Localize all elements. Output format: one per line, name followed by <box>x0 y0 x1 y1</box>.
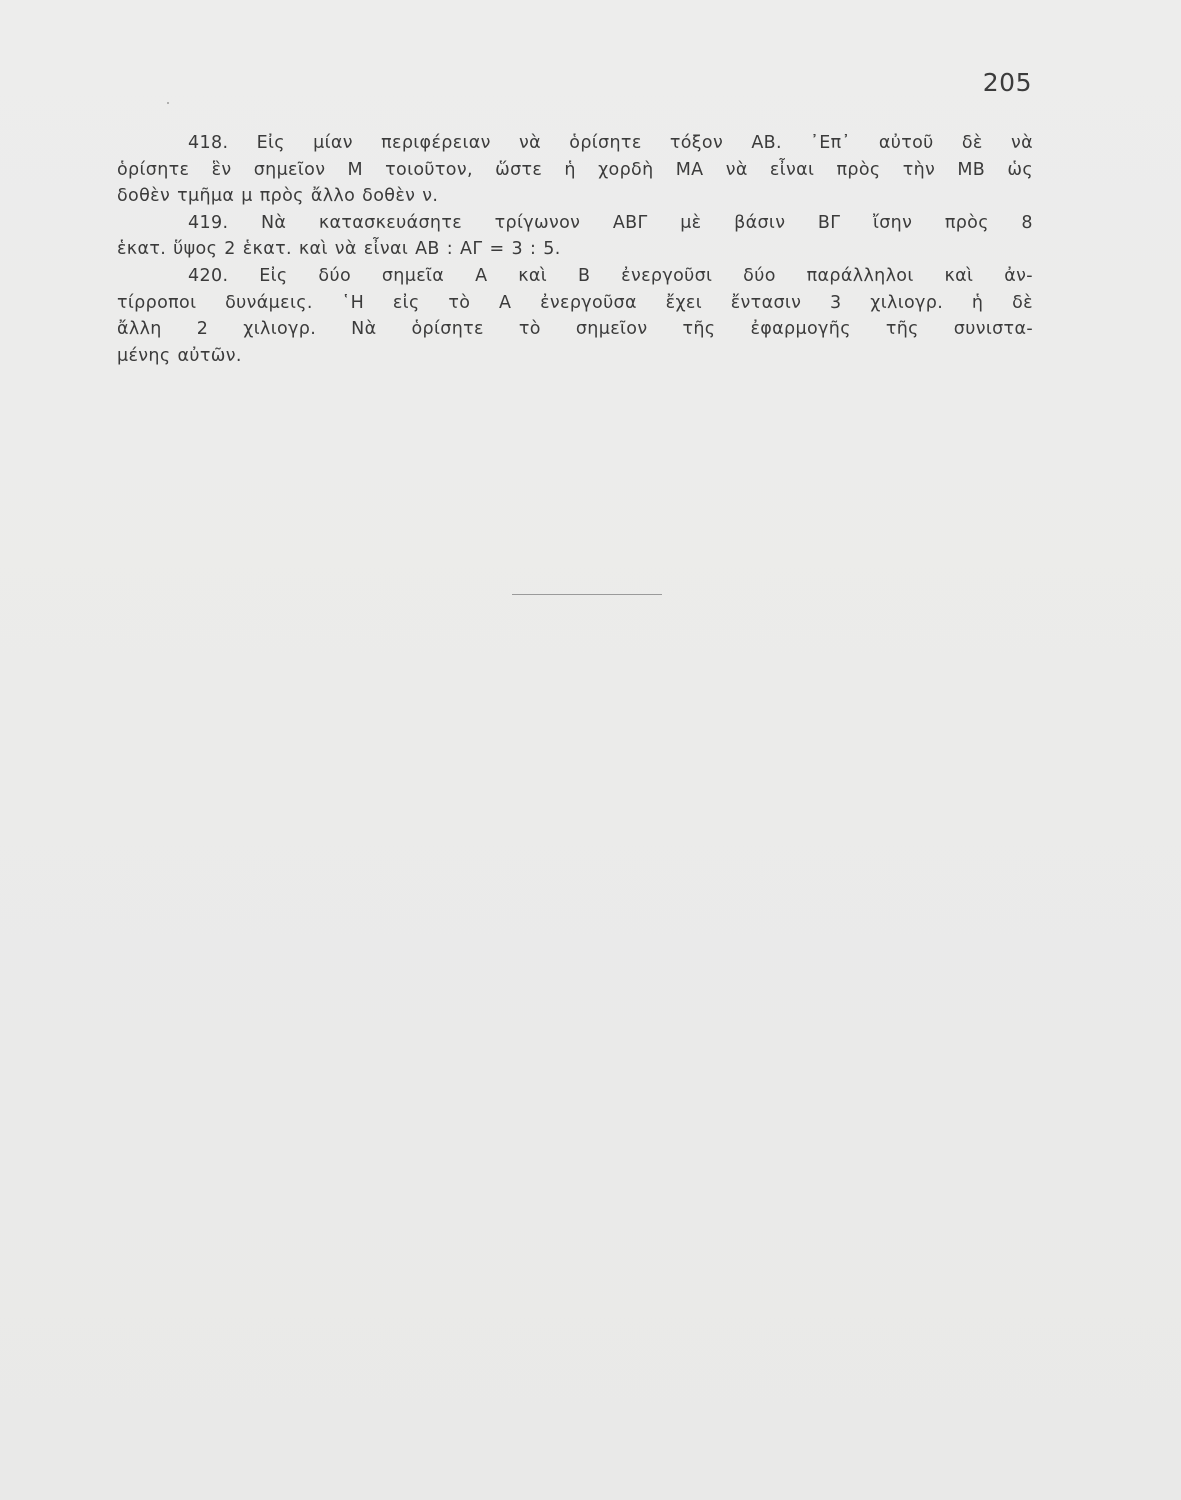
word: ἑκατ. <box>117 239 167 260</box>
word: Β <box>577 265 591 286</box>
word: ἑκατ. <box>242 239 292 260</box>
word: τμῆμα <box>177 186 235 207</box>
text-line <box>117 157 1033 184</box>
word: Νὰ <box>260 212 287 233</box>
word: τὴν <box>902 159 936 180</box>
word: σημεῖον <box>253 159 326 180</box>
word: τίρροποι <box>117 292 197 313</box>
word: δύο <box>743 265 776 286</box>
word: αὐτῶν. <box>177 345 242 366</box>
word: ΒΓ <box>817 212 841 233</box>
word: νὰ <box>334 239 357 260</box>
word: τὸ <box>518 319 541 340</box>
word: ΜΑ <box>675 159 704 180</box>
word: ὁρίσητε <box>411 319 484 340</box>
word: τρίγωνον <box>494 212 581 233</box>
word: κατασκευάσητε <box>318 212 463 233</box>
text-line <box>117 130 1033 157</box>
text-line <box>117 236 1033 263</box>
word: 418. <box>188 133 229 153</box>
word: Μ <box>347 159 363 180</box>
word: νὰ <box>725 159 748 180</box>
word: ὁρίσητε <box>569 133 642 153</box>
word: δοθὲν <box>362 186 416 207</box>
word: 5. <box>543 239 561 260</box>
word: ὡς <box>1007 159 1033 180</box>
word: 419. <box>188 212 229 233</box>
word: νὰ <box>519 133 542 153</box>
text-line <box>117 316 1033 343</box>
word: σημεῖα <box>381 265 445 286</box>
word: τῆς <box>682 319 716 340</box>
word: ΑΒΓ <box>612 212 648 233</box>
word: ἐνεργοῦσι <box>621 265 713 286</box>
word: εἶναι <box>769 159 815 180</box>
word: ὕψος <box>173 239 218 260</box>
word: 420. <box>188 265 229 286</box>
word: συνιστα- <box>953 319 1033 340</box>
word: 3 <box>511 239 523 260</box>
word: ἔντασιν <box>730 292 802 313</box>
word: 8 <box>1021 212 1033 233</box>
word: ν. <box>422 186 439 207</box>
word: μίαν <box>313 133 353 153</box>
word: ἄλλο <box>310 186 356 207</box>
word: τόξον <box>669 133 724 153</box>
word: σημεῖον <box>575 319 648 340</box>
word: δύο <box>318 265 351 286</box>
word: ἐνεργοῦσα <box>540 292 637 313</box>
word: ΑΒ. <box>751 133 782 153</box>
text-line <box>117 183 1033 210</box>
word: πρὸς <box>944 212 989 233</box>
word: ᾿Επ᾿ <box>810 133 851 153</box>
section-end-rule <box>512 594 662 595</box>
word: παράλληλοι <box>806 265 914 286</box>
word: Νὰ <box>351 319 377 340</box>
word: ῾Η <box>341 292 365 313</box>
word: Εἰς <box>256 133 285 153</box>
word: = <box>489 239 505 260</box>
word: εἶναι <box>363 239 409 260</box>
text-line <box>117 210 1033 237</box>
word: ἐφαρμογῆς <box>750 319 851 340</box>
word: : <box>446 239 454 260</box>
word: τῆς <box>885 319 919 340</box>
word: τοιοῦτον, <box>385 159 473 180</box>
word: χιλιογρ. <box>243 319 317 340</box>
word: 2 <box>224 239 236 260</box>
word: δὲ <box>961 133 983 153</box>
word: ἀν- <box>1004 265 1033 286</box>
word: δυνάμεις. <box>225 292 313 313</box>
word: Εἰς <box>259 265 288 286</box>
word: χορδὴ <box>598 159 654 180</box>
word: ΑΓ <box>460 239 483 260</box>
word: μ <box>241 186 253 207</box>
word: ὁρίσητε <box>117 159 190 180</box>
word: δὲ <box>1012 292 1033 313</box>
word: καὶ <box>518 265 548 286</box>
word: πρὸς <box>259 186 304 207</box>
word: περιφέρειαν <box>381 133 491 153</box>
word: ἡ <box>971 292 984 313</box>
word: μένης <box>117 345 171 366</box>
word: 3 <box>830 292 842 313</box>
page-number: 205 <box>982 68 1032 97</box>
word: ἴσην <box>872 212 913 233</box>
word: Α <box>475 265 488 286</box>
word: ἄλλη <box>117 319 162 340</box>
word: βάσιν <box>734 212 786 233</box>
word: καὶ <box>944 265 974 286</box>
text-line <box>117 343 1033 370</box>
word: πρὸς <box>836 159 881 180</box>
word: ἓν <box>211 159 232 180</box>
word: ἔχει <box>665 292 702 313</box>
text-line <box>117 263 1033 290</box>
word: ἡ <box>564 159 576 180</box>
word: εἰς <box>392 292 420 313</box>
word: ὥστε <box>495 159 543 180</box>
word: ΜΒ <box>957 159 986 180</box>
word: ΑΒ <box>415 239 440 260</box>
word: νὰ <box>1010 133 1033 153</box>
word: 2 <box>196 319 209 340</box>
text-line <box>117 290 1033 317</box>
word: δοθὲν <box>117 186 171 207</box>
word: τὸ <box>448 292 471 313</box>
word: : <box>529 239 537 260</box>
word: Α <box>499 292 512 313</box>
exercise-text-block <box>117 130 1033 369</box>
word: αὐτοῦ <box>878 133 934 153</box>
paper-speck <box>167 102 169 104</box>
word: καὶ <box>298 239 328 260</box>
word: μὲ <box>680 212 702 233</box>
word: χιλιογρ. <box>870 292 944 313</box>
